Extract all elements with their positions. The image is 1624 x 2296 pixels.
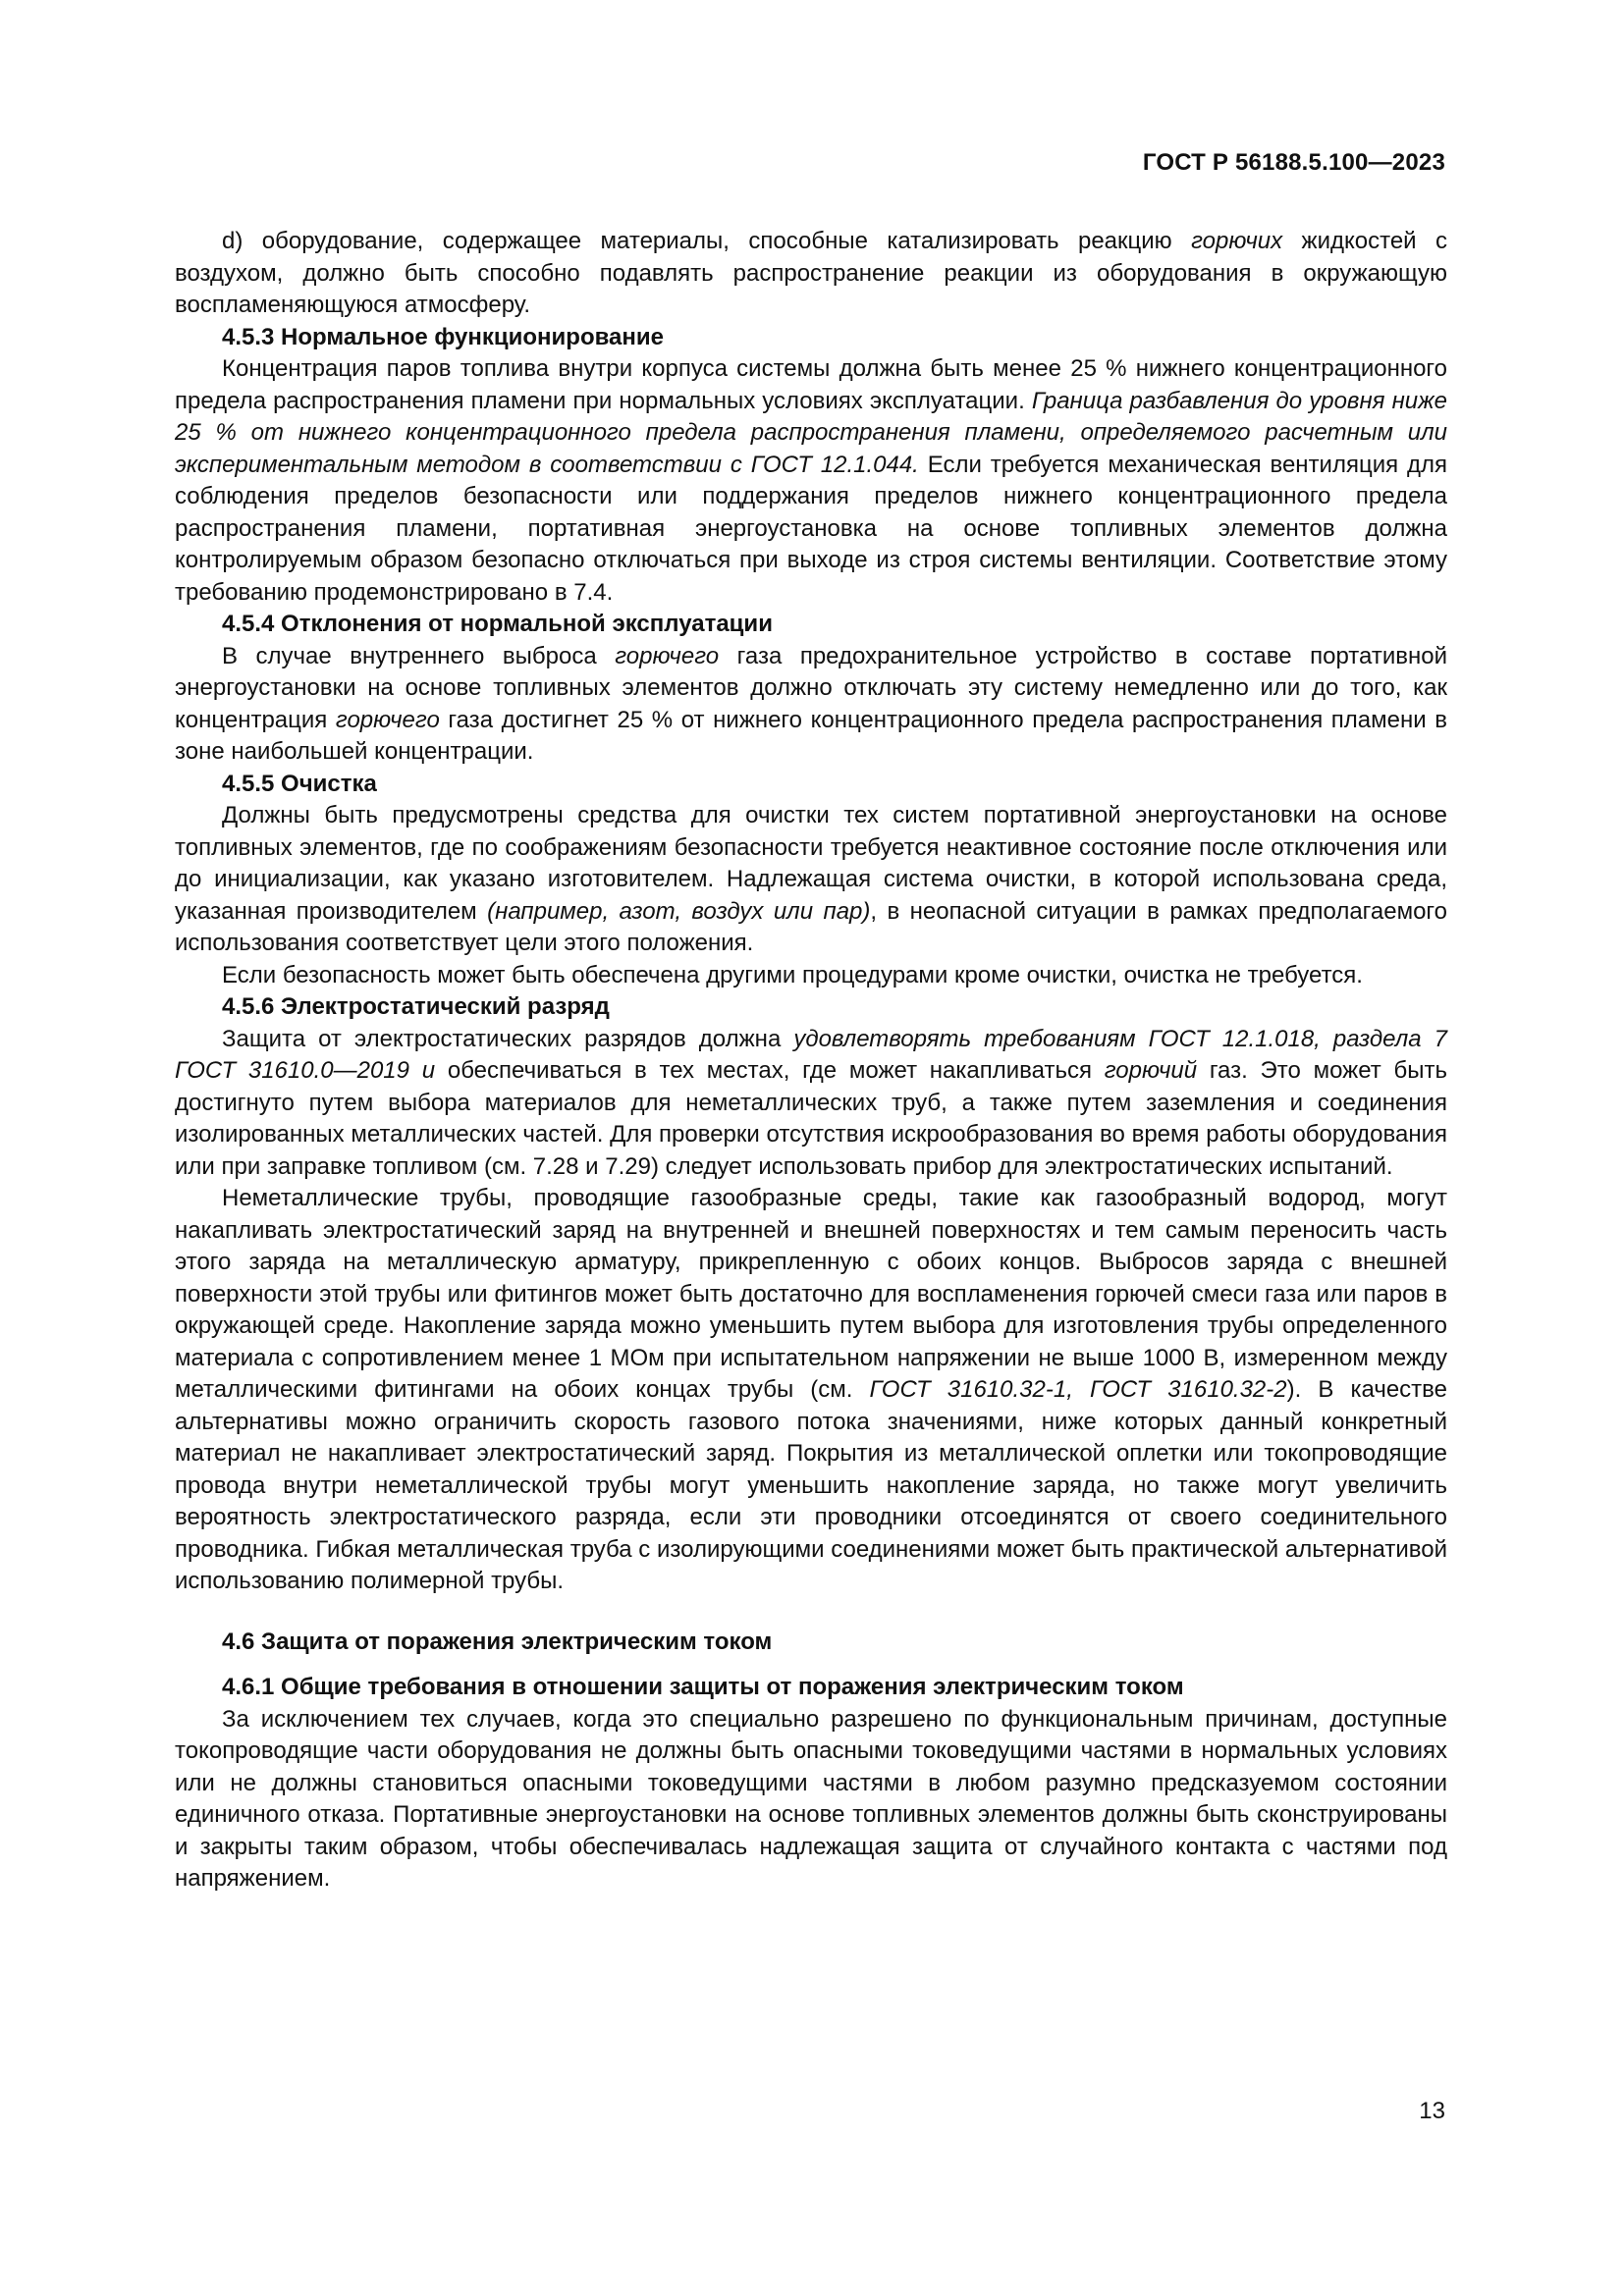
text-run: 4.5.6 Электростатический разряд (222, 993, 610, 1020)
heading-4-5-5 (175, 769, 1447, 801)
text-run: Защита от электростатических разрядов должна (222, 1025, 794, 1052)
text-run: Концентрация паров топлива внутри корпуса системы должна быть менее 25 % нижнего концентрационного предела распространения пламени при нормальных условиях эксплуатации. (175, 355, 1447, 414)
paragraph-4-5-5-a (175, 800, 1447, 960)
text-run: 4.6 Защита от поражения электрическим током (222, 1628, 773, 1655)
text-run: газа достигнет 25 % от нижнего концентрационного предела распространения пламени в зоне наибольшей концентрации. (175, 706, 1447, 765)
italic-text-run: (например, азот, воздух или пар) (487, 897, 871, 925)
text-run: 4.6.1 Общие требования в отношении защиты от поражения электрическим током (222, 1674, 1184, 1700)
paragraph-d (175, 226, 1447, 322)
italic-text-run: ГОСТ 31610.32-1, ГОСТ 31610.32-2 (869, 1376, 1287, 1403)
heading-4-6 (175, 1627, 1447, 1659)
text-run: ). В качестве альтернативы можно ограничить скорость газового потока значениями, ниже которых данный конкретный материал не накапливает электростатический заряд. Покрытия из металлической оплетки или токопроводящие провода внутри неметаллической трубы могут уменьшить накопление заряда, но также могут увеличить вероятность электростатического разряда, если эти проводники отсоединятся от своего соединительного проводника. Гибкая металлическая труба с изолирующими соединениями может быть практической альтернативой использованию полимерной трубы. (175, 1376, 1447, 1594)
text-run: Неметаллические трубы, проводящие газообразные среды, такие как газообразный водород, могут накапливать электростатический заряд на внутренней и внешней поверхностях и тем самым переносить часть этого заряда на металлическую арматуру, прикрепленную с обоих концов. Выбросов заряда с внешней поверхности этой трубы или фитингов может быть достаточно для воспламенения горючей смеси газа или паров в окружающей среде. Накопление заряда можно уменьшить путем выбора для изготовления трубы определенного материала с сопротивлением менее 1 МОм при испытательном напряжении не выше 1000 В, измеренном между металлическими фитингами на обоих концах трубы (см. (175, 1185, 1447, 1403)
heading-4-5-6 (175, 991, 1447, 1024)
heading-4-6-1 (175, 1672, 1447, 1704)
heading-4-5-3 (175, 322, 1447, 354)
italic-text-run: Граница разбавления до уровня ниже 25 % от нижнего концентрационного предела распространения пламени, определяемого расчетным или экспериментальным методом в соответствии с ГОСТ 12.1.044. (175, 387, 1447, 478)
text-run: 4.5.3 Нормальное функционирование (222, 323, 664, 350)
italic-text-run: горючих (1191, 228, 1283, 254)
document-body (175, 226, 1447, 1896)
text-run: d) оборудование, содержащее материалы, способные катализировать реакцию (222, 228, 1192, 254)
italic-text-run: горючий (1104, 1057, 1198, 1084)
text-run: , в неопасной ситуации в рамках предполагаемого использования соответствует цели этого положения. (175, 897, 1448, 956)
text-run: газ. Это может быть достигнуто путем выбора материалов для неметаллических труб, а также путем заземления и соединения изолированных металлических частей. Для проверки отсутствия искрообразования во время работы оборудования или при заправке топливом (см. 7.28 и 7.29) следует использовать прибор для электростатических испытаний. (175, 1057, 1448, 1180)
paragraph-4-5-6-b (175, 1183, 1447, 1598)
text-run: обеспечиваться в тех местах, где может накапливаться (435, 1057, 1105, 1084)
paragraph-4-6-1 (175, 1704, 1447, 1896)
paragraph-4-5-4 (175, 641, 1447, 769)
text-run: Если требуется механическая вентиляция для соблюдения пределов безопасности или поддержания пределов нижнего концентрационного предела распространения пламени, портативная энергоустановка на основе топливных элементов должна контролируемым образом безопасно отключаться при выходе из строя системы вентиляции. Соответствие этому требованию продемонстрировано в 7.4. (175, 451, 1448, 606)
heading-4-5-4 (175, 609, 1447, 641)
italic-text-run: горючего (615, 642, 720, 669)
document-code-header: ГОСТ Р 56188.5.100—2023 (1142, 149, 1445, 176)
paragraph-4-5-5-b (175, 960, 1447, 992)
paragraph-4-5-3 (175, 353, 1447, 609)
italic-text-run: горючего (335, 706, 440, 733)
text-run: За исключением тех случаев, когда это специально разрешено по функциональным причинам, доступные токопроводящие части оборудования не должны быть опасными токоведущими частями в нормальных условиях или не должны становиться опасными токоведущими частями в любом разумно предсказуемом состоянии единичного отказа. Портативные энергоустановки на основе топливных элементов должны быть сконструированы и закрыты таким образом, чтобы обеспечивалась надлежащая защита от случайного контакта с частями под напряжением. (175, 1705, 1447, 1892)
paragraph-4-5-6-a (175, 1024, 1447, 1184)
text-run: Если безопасность может быть обеспечена другими процедурами кроме очистки, очистка не требуется. (222, 961, 1363, 988)
text-run: жидкостей с воздухом, должно быть способно подавлять распространение реакции из оборудования в окружающую воспламеняющуюся атмосферу. (175, 228, 1447, 318)
page-number: 13 (1419, 2098, 1445, 2124)
text-run: 4.5.4 Отклонения от нормальной эксплуатации (222, 611, 773, 637)
text-run: газа предохранительное устройство в составе портативной энергоустановки на основе топливных элементов должно отключать эту систему немедленно или до того, как концентрация (175, 642, 1447, 733)
text-run: 4.5.5 Очистка (222, 770, 377, 797)
text-run: В случае внутреннего выброса (222, 642, 616, 669)
text-run: Должны быть предусмотрены средства для очистки тех систем портативной энергоустановки на основе топливных элементов, где по соображениям безопасности требуется неактивное состояние после отключения или до инициализации, как указано изготовителем. Надлежащая система очистки, в которой использована среда, указанная производителем (175, 802, 1447, 925)
italic-text-run: удовлетворять требованиям ГОСТ 12.1.018, раздела 7 ГОСТ 31610.0—2019 и (175, 1025, 1447, 1084)
